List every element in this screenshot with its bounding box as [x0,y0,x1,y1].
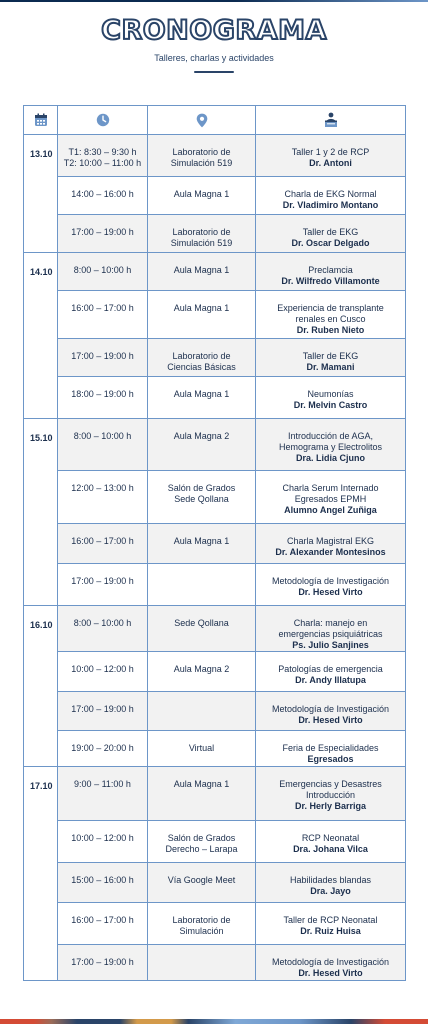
activity-cell [256,564,406,606]
activity-title: Metodología de Investigación [271,576,390,586]
time-cell: 12:00 – 13:00 h [58,471,148,524]
speaker-name: Egresados [307,754,354,764]
table-row [24,692,406,731]
table-row [24,419,406,471]
header-topic [256,106,406,135]
activity-cell [256,339,406,377]
speaker-name: Dr. Vladimiro Montano [282,200,379,210]
activity-title: Patologías de emergencia [278,664,383,674]
table-row [24,253,406,291]
day-date: 16.10 [24,606,58,767]
calendar-icon [34,113,48,127]
activity-cell [256,692,406,731]
place-cell: Aula Magna 2 [148,652,256,692]
activity-title: Neumonías [307,389,354,399]
time-cell: 10:00 – 12:00 h [58,821,148,863]
time-cell: 10:00 – 12:00 h [58,652,148,692]
place-cell: Laboratorio de Simulación 519 [148,215,256,253]
table-row [24,821,406,863]
place-cell: Salón de Grados Derecho – Larapa [148,821,256,863]
speaker-name: Dr. Mamani [306,362,355,372]
activity-title: Taller de RCP Neonatal [283,915,378,925]
day-date: 14.10 [24,253,58,419]
activity-title: Preclamcia [308,265,353,275]
speaker-name: Dr. Hesed Virto [298,968,363,978]
place-cell: Aula Magna 2 [148,419,256,471]
activity-cell [256,524,406,564]
activity-title: Experiencia de transplante renales en Cusco [277,303,384,324]
speaker-name: Dr. Hesed Virto [298,587,363,597]
place-cell [148,564,256,606]
activity-title: Emergencias y Desastres Introducción [279,779,382,800]
place-cell [148,692,256,731]
title-underline [194,71,234,73]
activity-title: RCP Neonatal [301,833,360,843]
header-row [24,106,406,135]
speaker-name: Dr. Antoni [309,158,352,168]
time-cell: 16:00 – 17:00 h [58,524,148,564]
speaker-name: Ps. Julio Sanjines [292,640,369,650]
time-cell: 16:00 – 17:00 h [58,903,148,945]
header-place [148,106,256,135]
speaker-name: Dr. Ruben Nieto [296,325,365,335]
time-cell: 8:00 – 10:00 h [58,606,148,652]
activity-cell [256,606,406,652]
table-row [24,652,406,692]
table-row [24,377,406,419]
activity-title: Metodología de Investigación [271,957,390,967]
activity-title: Feria de Especialidades [282,743,379,753]
page-subtitle: Talleres, charlas y actividades [154,53,274,63]
activity-title: Charla Magistral EKG [286,536,375,546]
time-cell: 17:00 – 19:00 h [58,339,148,377]
time-cell: 18:00 – 19:00 h [58,377,148,419]
speaker-name: Alumno Angel Zuñiga [284,505,377,515]
speaker-name: Dra. Jayo [310,886,351,896]
place-cell: Sede Qollana [148,606,256,652]
speaker-name: Dr. Alexander Montesinos [275,547,386,557]
activity-title: Taller de EKG [302,351,359,361]
activity-cell [256,291,406,339]
place-cell: Aula Magna 1 [148,524,256,564]
table-row [24,471,406,524]
time-cell: 19:00 – 20:00 h [58,731,148,767]
table-row [24,731,406,767]
time-cell: 17:00 – 19:00 h [58,945,148,981]
activity-title: Introducción de AGA, Hemograma y Electrolitos [278,431,383,452]
table-row [24,903,406,945]
activity-title: Charla Serum Internado Egresados EPMH [282,483,379,504]
place-cell: Vía Google Meet [148,863,256,903]
location-pin-icon [196,113,208,128]
table-row [24,564,406,606]
activity-title: Charla de EKG Normal [284,189,377,199]
activity-cell [256,377,406,419]
activity-cell [256,177,406,215]
place-cell: Salón de Grados Sede Qollana [148,471,256,524]
speaker-name: Dra. Johana Vilca [293,844,368,854]
speaker-name: Dr. Hesed Virto [298,715,363,725]
activity-cell [256,767,406,821]
activity-title: Taller de EKG [302,227,359,237]
activity-title: Habilidades blandas [289,875,372,885]
activity-cell [256,652,406,692]
place-cell: Aula Magna 1 [148,767,256,821]
place-cell: Aula Magna 1 [148,377,256,419]
activity-cell [256,903,406,945]
speaker-name: Dra. Lidia Cjuno [295,453,365,463]
place-cell: Laboratorio de Simulación 519 [148,135,256,177]
activity-cell [256,731,406,767]
place-cell: Laboratorio de Ciencias Básicas [148,339,256,377]
table-row [24,863,406,903]
header-time [58,106,148,135]
time-cell: 9:00 – 11:00 h [58,767,148,821]
activity-cell [256,215,406,253]
speaker-name: Dr. Ruiz Huisa [300,926,361,936]
table-row [24,339,406,377]
top-accent-bar [0,0,428,2]
place-cell [148,945,256,981]
activity-cell [256,419,406,471]
table-row [24,945,406,981]
place-cell: Aula Magna 1 [148,177,256,215]
place-cell: Aula Magna 1 [148,253,256,291]
speaker-name: Dr. Melvin Castro [293,400,368,410]
activity-cell [256,253,406,291]
time-cell: 8:00 – 10:00 h [58,419,148,471]
speaker-name: Dr. Oscar Delgado [291,238,370,248]
activity-title: Metodología de Investigación [271,704,390,714]
time-cell: T1: 8:30 – 9:30 h T2: 10:00 – 11:00 h [58,135,148,177]
time-cell: 17:00 – 19:00 h [58,692,148,731]
header-date [24,106,58,135]
bottom-accent-bar [0,1019,428,1024]
activity-cell [256,471,406,524]
table-row [24,215,406,253]
activity-title: Taller 1 y 2 de RCP [291,147,370,157]
presenter-podium-icon [322,112,340,128]
place-cell: Aula Magna 1 [148,291,256,339]
page-title: CRONOGRAMA [101,15,327,46]
activity-title: Charla: manejo en emergencias psiquiátricas [278,618,383,639]
clock-icon [96,113,110,127]
activity-cell [256,863,406,903]
schedule-table [23,105,406,981]
day-date: 17.10 [24,767,58,981]
time-cell: 8:00 – 10:00 h [58,253,148,291]
activity-cell [256,821,406,863]
activity-cell [256,945,406,981]
time-cell: 17:00 – 19:00 h [58,215,148,253]
day-date: 13.10 [24,135,58,253]
table-row [24,524,406,564]
speaker-name: Dr. Wilfredo Villamonte [281,276,380,286]
table-row [24,767,406,821]
speaker-name: Dr. Andy Illatupa [295,675,366,685]
place-cell: Virtual [148,731,256,767]
table-row [24,291,406,339]
time-cell: 17:00 – 19:00 h [58,564,148,606]
speaker-name: Dr. Herly Barriga [294,801,367,811]
time-cell: 14:00 – 16:00 h [58,177,148,215]
header [0,16,428,73]
time-cell: 15:00 – 16:00 h [58,863,148,903]
table-row [24,135,406,177]
day-date: 15.10 [24,419,58,606]
activity-cell [256,135,406,177]
place-cell: Laboratorio de Simulación [148,903,256,945]
time-cell: 16:00 – 17:00 h [58,291,148,339]
table-row [24,177,406,215]
table-row [24,606,406,652]
